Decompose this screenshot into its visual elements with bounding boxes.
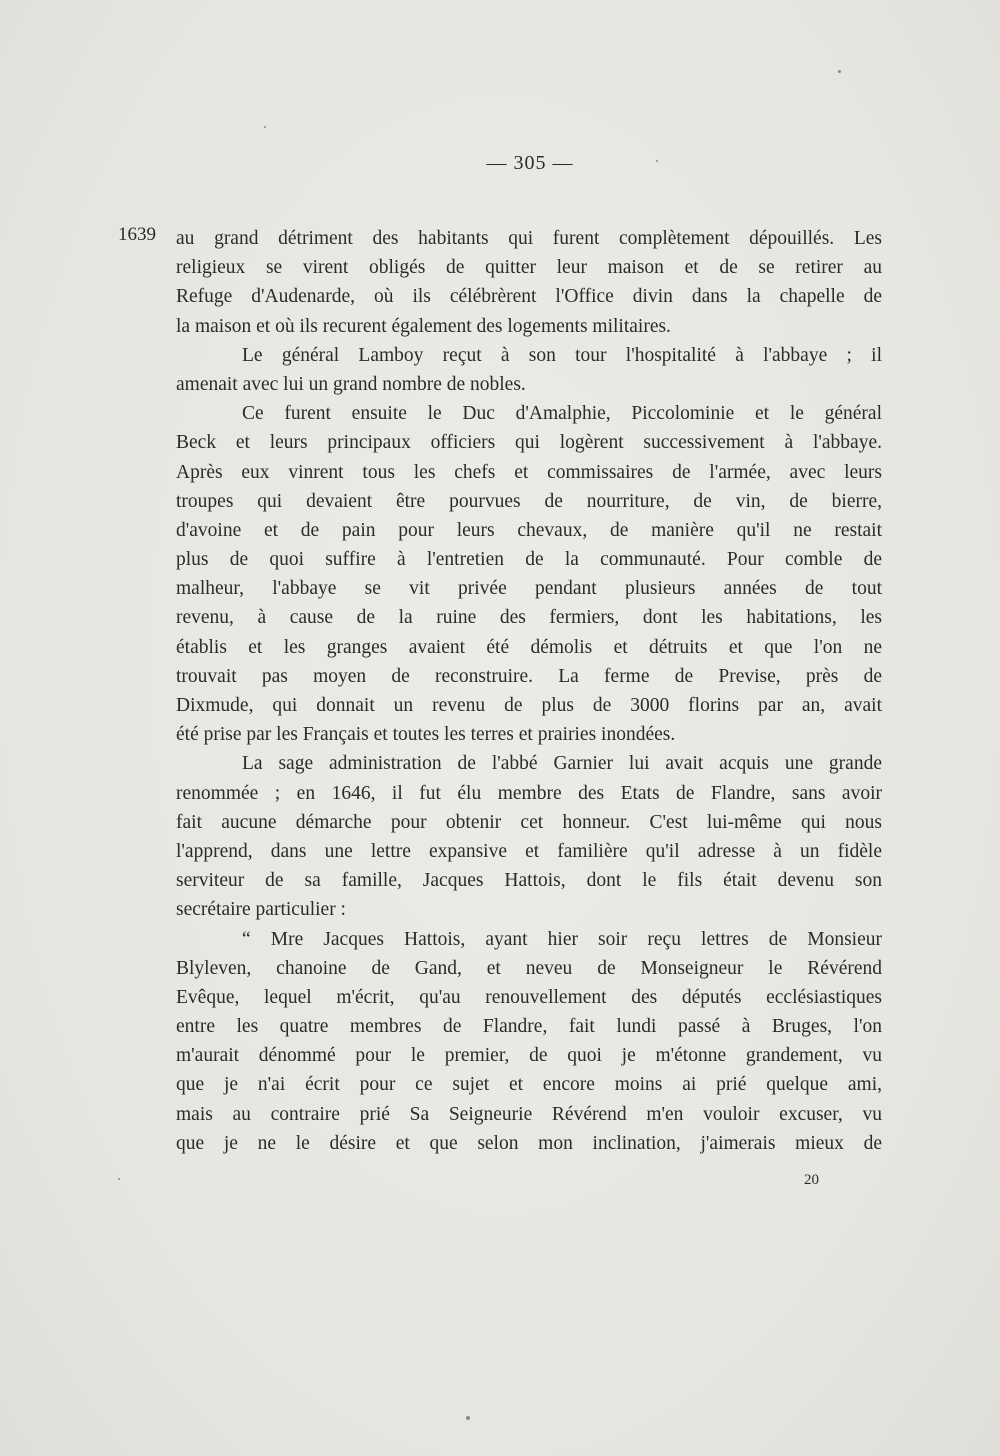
text-line: que je ne le désire et que selon mon inclination, j'aimerais mieux de <box>176 1132 882 1154</box>
text-line: Le général Lamboy reçut à son tour l'hospitalité à l'abbaye ; il <box>242 344 882 366</box>
text-line: mais au contraire prié Sa Seigneurie Révérend m'en vouloir excuser, vu <box>176 1103 882 1125</box>
paper-speck <box>838 70 841 73</box>
text-line: Dixmude, qui donnait un revenu de plus de 3000 florins par an, avait <box>176 695 882 716</box>
text-line: religieux se virent obligés de quitter leur maison et de se retirer au <box>176 257 882 279</box>
text-line: renommée ; en 1646, il fut élu membre des Etats de Flandre, sans avoir <box>176 782 882 804</box>
text-line: Beck et leurs principaux officiers qui logèrent successivement à l'abbaye. <box>176 432 882 454</box>
text-line: Blyleven, chanoine de Gand, et neveu de Monseigneur le Révérend <box>176 957 882 979</box>
paper-speck <box>466 1416 470 1420</box>
text-line: établis et les granges avaient été démolis et détruits et que l'on ne <box>176 636 882 658</box>
text-line: amenait avec lui un grand nombre de nobles. <box>176 373 526 395</box>
paper-speck <box>656 160 658 162</box>
paper-speck <box>264 126 266 128</box>
text-line: la maison et où ils recurent également des logements militaires. <box>176 315 671 337</box>
text-line: m'aurait dénommé pour le premier, de quoi je m'étonne grandement, vu <box>176 1045 882 1067</box>
text-line: Refuge d'Audenarde, où ils célébrèrent l'Office divin dans la chapelle de <box>176 286 882 308</box>
text-line: troupes qui devaient être pourvues de nourriture, de vin, de bierre, <box>176 490 882 512</box>
text-line: Après eux vinrent tous les chefs et commissaires de l'armée, avec leurs <box>176 461 882 483</box>
page-number: — 305 — <box>486 152 574 174</box>
text-line: fait aucune démarche pour obtenir cet honneur. C'est lui-même qui nous <box>176 811 882 833</box>
text-line: au grand détriment des habitants qui furent complètement dépouillés. Les <box>176 228 882 249</box>
paper-speck <box>118 1178 120 1180</box>
body-text <box>176 224 882 1158</box>
text-line: La sage administration de l'abbé Garnier lui avait acquis une grande <box>242 753 882 775</box>
text-line: malheur, l'abbaye se vit privée pendant plusieurs années de tout <box>176 578 882 600</box>
text-line: “ Mre Jacques Hattois, ayant hier soir reçu lettres de Monsieur <box>242 928 882 950</box>
signature-mark: 20 <box>804 1172 819 1188</box>
text-line: Ce furent ensuite le Duc d'Amalphie, Piccolominie et le général <box>242 403 882 425</box>
text-line: plus de quoi suffire à l'entretien de la communauté. Pour comble de <box>176 549 882 571</box>
text-line: été prise par les Français et toutes les terres et prairies inondées. <box>176 724 676 746</box>
text-line: trouvait pas moyen de reconstruire. La ferme de Previse, près de <box>176 665 882 687</box>
text-line: secrétaire particulier : <box>176 899 346 921</box>
margin-year: 1639 <box>118 224 156 245</box>
text-line: serviteur de sa famille, Jacques Hattois, dont le fils était devenu son <box>176 870 882 892</box>
text-line: revenu, à cause de la ruine des fermiers, dont les habitations, les <box>176 607 882 629</box>
text-line: que je n'ai écrit pour ce sujet et encore moins ai prié quelque ami, <box>176 1074 882 1096</box>
text-line: d'avoine et de pain pour leurs chevaux, de manière qu'il ne restait <box>176 519 882 541</box>
text-line: Evêque, lequel m'écrit, qu'au renouvellement des députés ecclésiastiques <box>176 986 882 1008</box>
text-line: entre les quatre membres de Flandre, fait lundi passé à Bruges, l'on <box>176 1016 882 1038</box>
text-line: l'apprend, dans une lettre expansive et familière qu'il adresse à un fidèle <box>176 840 882 862</box>
